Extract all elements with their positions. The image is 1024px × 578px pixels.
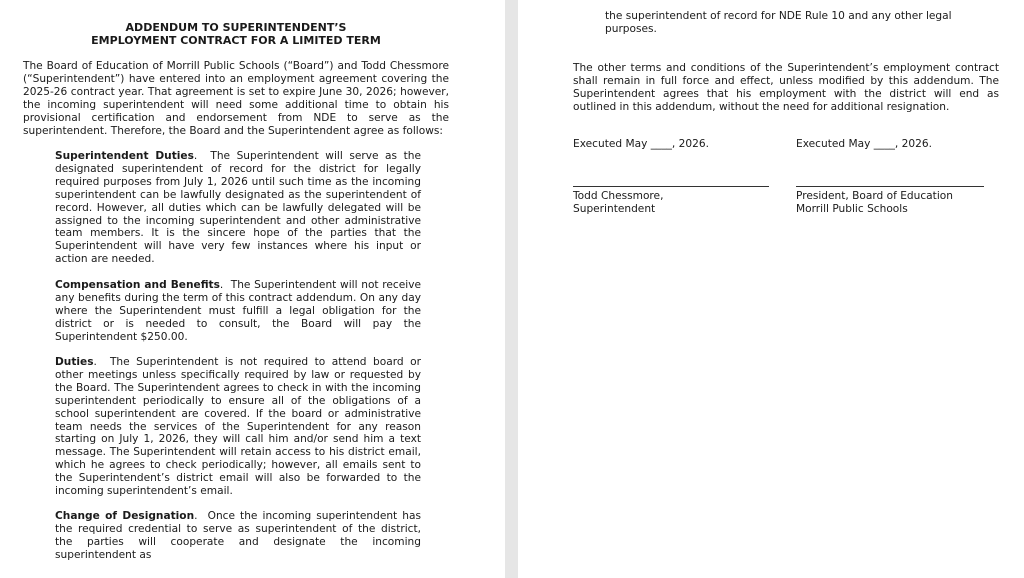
document-page-left: [0, 0, 505, 578]
section-superintendent-duties: Superintendent Duties. The Superintendent will serve as the designated superintendent of record for the district for legally required purposes from July 1, 2026 until such time as the incoming superintendent can be lawfully designated as the superintendent of record. However, all duties which can be lawfully delegated will be assigned to the incoming superintendent and other administrative team members. It is the sincere hope of the parties that the Superintendent will have very few instances where his input or action are needed.: [55, 150, 421, 266]
section-body: Once the incoming superintendent has the required credential to serve as superintendent of the district, the parties will cooperate and designate the incoming superintendent as: [55, 510, 421, 561]
document-title: [20, 21, 452, 47]
section-change-of-designation: Change of Designation. Once the incoming superintendent has the required credential to serve as superintendent of the district, the parties will cooperate and designate the incoming superintendent as: [55, 510, 421, 561]
section-compensation-benefits: Compensation and Benefits. The Superintendent will not receive any benefits during the term of this contract addendum. On any day where the Superintendent must fulfill a legal obligation for the district or is needed to consult, the Board will pay the Superintendent $250.00.: [55, 279, 422, 343]
signature-line-right: [796, 186, 984, 187]
title-line-1: ADDENDUM TO SUPERINTENDENT’S: [125, 21, 347, 34]
intro-paragraph: The Board of Education of Morrill Public Schools (“Board”) and Todd Chessmore (“Superintendent”) have entered into an employment agreement covering the 2025-26 contract year. That agreement is set to expire June 30, 2026; however, the incoming superintendent will need some additional time to obtain his provisional certification and endorsement from NDE to serve as the superintendent. Therefore, the Board and the Superintendent agree as follows:: [23, 60, 449, 137]
section-duties: Duties. The Superintendent is not required to attend board or other meetings unless specifically required by law or requested by the Board. The Superintendent agrees to check in with the incoming superintendent periodically to ensure all of the obligations of a school superintendent are covered. If the board or administrative team needs the services of the Superintendent for any reason starting on July 1, 2026, they will call him and/or send him a text message. The Superintendent will retain access to his district email, which he agrees to check periodically; however, all emails sent to the Superintendent’s district email will also be forwarded to the incoming superintendent’s email.: [55, 356, 421, 498]
terms-paragraph: The other terms and conditions of the Superintendent’s employment contract shall remain in full force and effect, unless modified by this addendum. The Superintendent agrees that his employment with the district will end as outlined in this addendum, without the need for additional resignation.: [573, 62, 999, 113]
section-heading: Change of Designation: [55, 510, 195, 522]
section-heading: Superintendent Duties: [55, 150, 194, 162]
signature-block-superintendent: [573, 190, 663, 216]
section-heading: Duties: [55, 356, 94, 368]
signature-line-left: [573, 186, 769, 187]
section-body: The Superintendent will serve as the designated superintendent of record for the district for legally required purposes from July 1, 2026 until such time as the incoming superintendent can be lawfully designated as the superintendent of record. However, all duties which can be lawfully delegated will be assigned to the incoming superintendent and other administrative team members. It is the sincere hope of the parties that the Superintendent will have very few instances where his input or action are needed.: [55, 150, 421, 266]
executed-date-left: Executed May ____, 2026.: [573, 138, 709, 150]
section-heading: Compensation and Benefits: [55, 279, 220, 291]
signer-title: President, Board of Education: [796, 190, 953, 202]
signer-organization: Morrill Public Schools: [796, 203, 908, 215]
section-body: The Superintendent is not required to attend board or other meetings unless specifically required by law or requested by the Board. The Superintendent agrees to check in with the incoming superintendent periodically to ensure all of the obligations of a school superintendent are covered. If the board or administrative team needs the services of the Superintendent for any reason starting on July 1, 2026, they will call him and/or send him a text message. The Superintendent will retain access to his district email, which he agrees to check periodically; however, all emails sent to the Superintendent’s district email will also be forwarded to the incoming superintendent’s email.: [55, 356, 421, 498]
signer-title: Superintendent: [573, 203, 656, 215]
signer-name: Todd Chessmore,: [573, 190, 664, 202]
executed-date-right: Executed May ____, 2026.: [796, 138, 932, 150]
document-page-right: [518, 0, 1024, 578]
signature-block-board-president: [796, 190, 953, 216]
continuation-text: the superintendent of record for NDE Rule 10 and any other legal purposes.: [605, 10, 952, 35]
section-body: The Superintendent will not receive any benefits during the term of this contract addendum. On any day where the Superintendent must fulfill a legal obligation for the district or is needed to consult, the Board will pay the Superintendent $250.00.: [55, 279, 422, 343]
title-line-2: EMPLOYMENT CONTRACT FOR A LIMITED TERM: [91, 34, 381, 47]
